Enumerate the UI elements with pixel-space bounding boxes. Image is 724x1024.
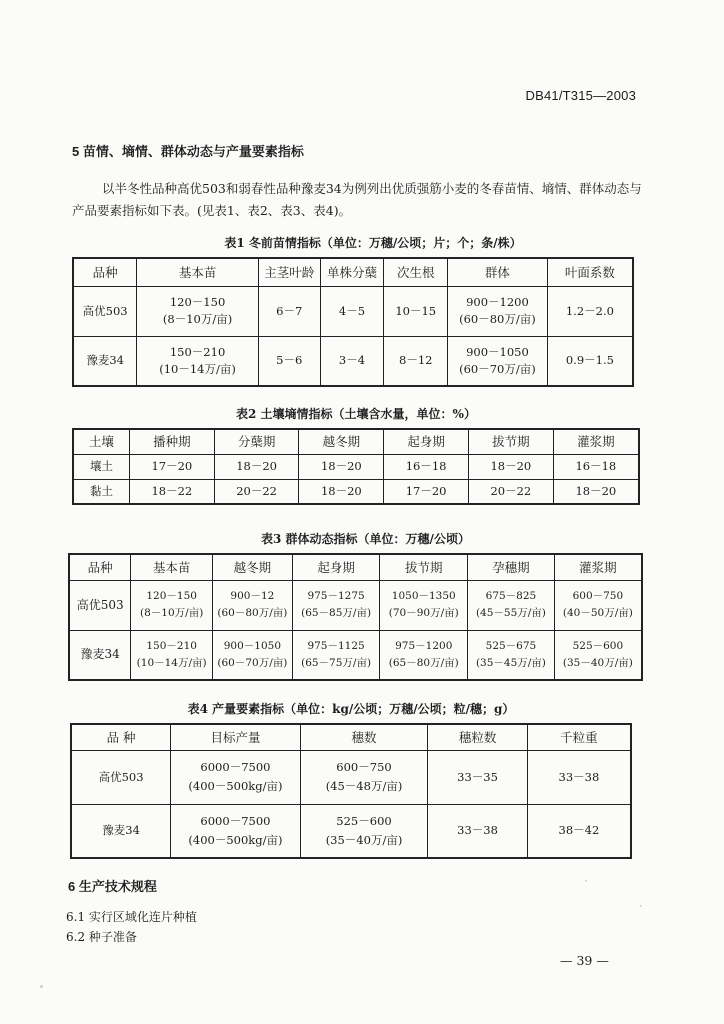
table-cell: 豫麦34: [69, 630, 131, 680]
section-6-1: 6.1 实行区域化连片种植: [66, 910, 197, 924]
table-row: [73, 454, 639, 479]
table-3: [68, 553, 643, 681]
table-1-header-cell: 基本苗: [137, 258, 259, 286]
table-cell: 1.2－2.0: [547, 286, 633, 336]
table-1-header-row: [73, 258, 633, 286]
table-cell: 150－210 (10－14万/亩): [137, 336, 259, 386]
table-2-header-cell: 土壤: [73, 429, 129, 454]
table-cell: 0.9－1.5: [547, 336, 633, 386]
table-cell: 6000－7500 (400－500kg/亩): [171, 750, 301, 804]
table-cell: 17－20: [384, 479, 469, 504]
table-cell: 675－825 (45－55万/亩): [468, 580, 555, 630]
table-1-header-cell: 群体: [448, 258, 548, 286]
table-cell: 38－42: [527, 804, 631, 858]
table-cell: 6－7: [258, 286, 320, 336]
section-5-intro: 以半冬性品种高优503和弱春性品种豫麦34为例列出优质强筋小麦的冬春苗情、墒情、群体动态与产品要素指标如下表。(见表1、表2、表3、表4)。: [72, 181, 642, 218]
table-row: [73, 336, 633, 386]
table-4-header-cell: 目标产量: [171, 724, 301, 750]
table-4-header-cell: 品 种: [71, 724, 171, 750]
table-1: [72, 257, 634, 387]
page-number: — 39 —: [560, 953, 609, 968]
table-cell: 33－38: [428, 804, 528, 858]
table-1-header-cell: 主茎叶龄: [258, 258, 320, 286]
section-6-heading: 6 生产技术规程: [68, 879, 157, 894]
table-cell: 6000－7500 (400－500kg/亩): [171, 804, 301, 858]
table-4: [70, 723, 632, 859]
table-cell: 975－1200 (65－80万/亩): [380, 630, 468, 680]
table-row: [69, 580, 642, 630]
table-cell: 900－12 (60－80万/亩): [213, 580, 293, 630]
document-id: DB41/T315—2003: [525, 88, 636, 103]
table-cell: 600－750 (45－48万/亩): [300, 750, 428, 804]
table-1-block: [72, 234, 634, 387]
scan-speck: [40, 985, 43, 988]
table-row: [73, 286, 633, 336]
table-row: [73, 479, 639, 504]
table-cell: 8－12: [384, 336, 448, 386]
table-2-caption: 表2 土壤墒情指标（土壤含水量，单位：%）: [236, 407, 476, 421]
section-5-heading: 5 苗情、墒情、群体动态与产量要素指标: [72, 144, 304, 159]
table-4-caption: 表4 产量要素指标（单位：kg/公顷；万穗/公顷；粒/穗；g）: [187, 702, 515, 716]
table-3-caption: 表3 群体动态指标（单位：万穗/公顷）: [261, 532, 470, 546]
table-1-header-cell: 叶面系数: [547, 258, 633, 286]
table-1-header-cell: 单株分蘖: [320, 258, 384, 286]
table-cell: 525－675 (35－45万/亩): [468, 630, 555, 680]
table-3-block: [68, 530, 643, 681]
table-cell: 1050－1350 (70－90万/亩): [380, 580, 468, 630]
table-cell: 18－20: [299, 454, 384, 479]
table-4-block: [70, 700, 632, 859]
table-cell: 150－210 (10－14万/亩): [131, 630, 213, 680]
table-cell: 3－4: [320, 336, 384, 386]
table-row: [71, 750, 631, 804]
scan-speck: [585, 880, 587, 882]
table-cell: 18－20: [214, 454, 299, 479]
table-cell: 17－20: [129, 454, 214, 479]
table-cell: 975－1125 (65－75万/亩): [292, 630, 380, 680]
table-cell: 4－5: [320, 286, 384, 336]
table-cell: 高优503: [71, 750, 171, 804]
table-cell: 525－600 (35－40万/亩): [300, 804, 428, 858]
table-cell: 18－20: [299, 479, 384, 504]
table-3-header-cell: 起身期: [292, 554, 380, 580]
table-cell: 120－150 (8－10万/亩): [131, 580, 213, 630]
table-4-header-cell: 穗数: [300, 724, 428, 750]
table-1-header-cell: 品种: [73, 258, 137, 286]
table-cell: 120－150 (8－10万/亩): [137, 286, 259, 336]
table-2-header-cell: 分蘖期: [214, 429, 299, 454]
table-2-header-cell: 灌浆期: [553, 429, 639, 454]
table-cell: 18－22: [129, 479, 214, 504]
table-row: [71, 804, 631, 858]
scan-speck: [640, 905, 642, 907]
table-3-header-cell: 基本苗: [131, 554, 213, 580]
table-4-header-cell: 千粒重: [527, 724, 631, 750]
table-cell: 900－1050 (60－70万/亩): [448, 336, 548, 386]
table-cell: 豫麦34: [71, 804, 171, 858]
table-4-header-row: [71, 724, 631, 750]
table-2-header-cell: 起身期: [384, 429, 469, 454]
table-cell: 16－18: [384, 454, 469, 479]
table-3-header-row: [69, 554, 642, 580]
table-row: [69, 630, 642, 680]
section-6-2: 6.2 种子准备: [66, 930, 137, 944]
table-2-header-cell: 拔节期: [468, 429, 553, 454]
table-4-header-cell: 穗粒数: [428, 724, 528, 750]
table-cell: 黏土: [73, 479, 129, 504]
table-cell: 900－1050 (60－70万/亩): [213, 630, 293, 680]
table-cell: 高优503: [69, 580, 131, 630]
table-2: [72, 428, 640, 505]
table-cell: 33－38: [527, 750, 631, 804]
table-cell: 20－22: [468, 479, 553, 504]
table-cell: 壤土: [73, 454, 129, 479]
table-3-header-cell: 孕穗期: [468, 554, 555, 580]
table-cell: 16－18: [553, 454, 639, 479]
table-2-header-cell: 越冬期: [299, 429, 384, 454]
table-3-header-cell: 拔节期: [380, 554, 468, 580]
table-cell: 525－600 (35－40万/亩): [554, 630, 642, 680]
table-3-header-cell: 灌浆期: [554, 554, 642, 580]
table-3-header-cell: 品种: [69, 554, 131, 580]
table-2-header-row: [73, 429, 639, 454]
table-cell: 600－750 (40－50万/亩): [554, 580, 642, 630]
table-cell: 5－6: [258, 336, 320, 386]
table-cell: 18－20: [468, 454, 553, 479]
table-cell: 20－22: [214, 479, 299, 504]
table-cell: 33－35: [428, 750, 528, 804]
table-cell: 豫麦34: [73, 336, 137, 386]
table-3-header-cell: 越冬期: [213, 554, 293, 580]
table-cell: 900－1200 (60－80万/亩): [448, 286, 548, 336]
table-cell: 975－1275 (65－85万/亩): [292, 580, 380, 630]
table-1-header-cell: 次生根: [384, 258, 448, 286]
table-1-caption: 表1 冬前苗情指标（单位：万穗/公顷；片；个；条/株）: [224, 236, 522, 250]
table-cell: 18－20: [553, 479, 639, 504]
table-2-block: [72, 405, 640, 505]
table-cell: 10－15: [384, 286, 448, 336]
table-cell: 高优503: [73, 286, 137, 336]
table-2-header-cell: 播种期: [129, 429, 214, 454]
